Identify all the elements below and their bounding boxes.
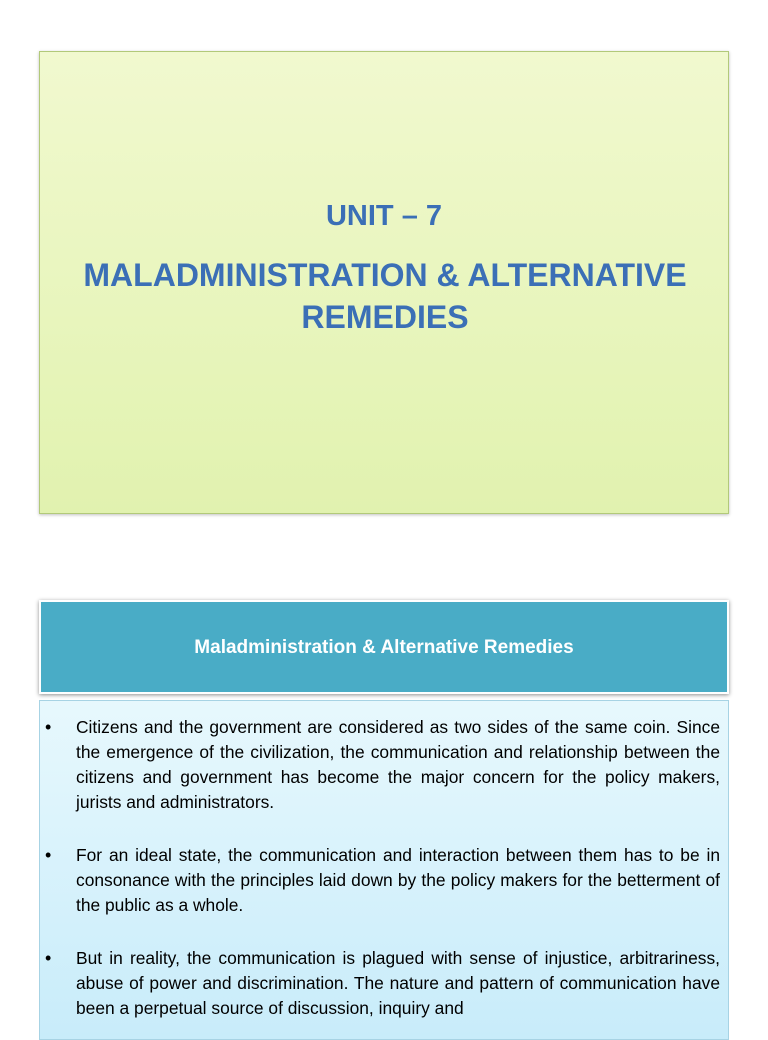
list-item xyxy=(40,946,728,1021)
bullet-icon: • xyxy=(45,948,52,968)
bullet-text: For an ideal state, the communication and interaction between them has to be in consonance with the principles laid down by the policy makers for the betterment of the public as a whole. xyxy=(76,845,720,915)
list-item xyxy=(40,715,728,815)
title-slide xyxy=(39,51,729,514)
section-header-text: Maladministration & Alternative Remedies xyxy=(194,637,574,658)
bullet-text: But in reality, the communication is plagued with sense of injustice, arbitrariness, abuse of power and discrimination. The nature and pattern of communication have been a perpetual source of discussion, inquiry and xyxy=(76,948,720,1018)
slide-title: MALADMINISTRATION & ALTERNATIVE REMEDIES xyxy=(83,257,687,335)
bullet-list xyxy=(40,715,728,1040)
section-header-banner xyxy=(39,600,729,694)
content-box xyxy=(39,700,729,1040)
bullet-icon: • xyxy=(45,845,52,865)
list-item xyxy=(40,843,728,918)
bullet-icon: • xyxy=(45,717,52,737)
bullet-text: Citizens and the government are considered as two sides of the same coin. Since the emergence of the civilization, the communication and relationship between the citizens and government has become the major concern for the policy makers, jurists and administrators. xyxy=(76,717,720,812)
unit-label: UNIT – 7 xyxy=(325,200,443,232)
